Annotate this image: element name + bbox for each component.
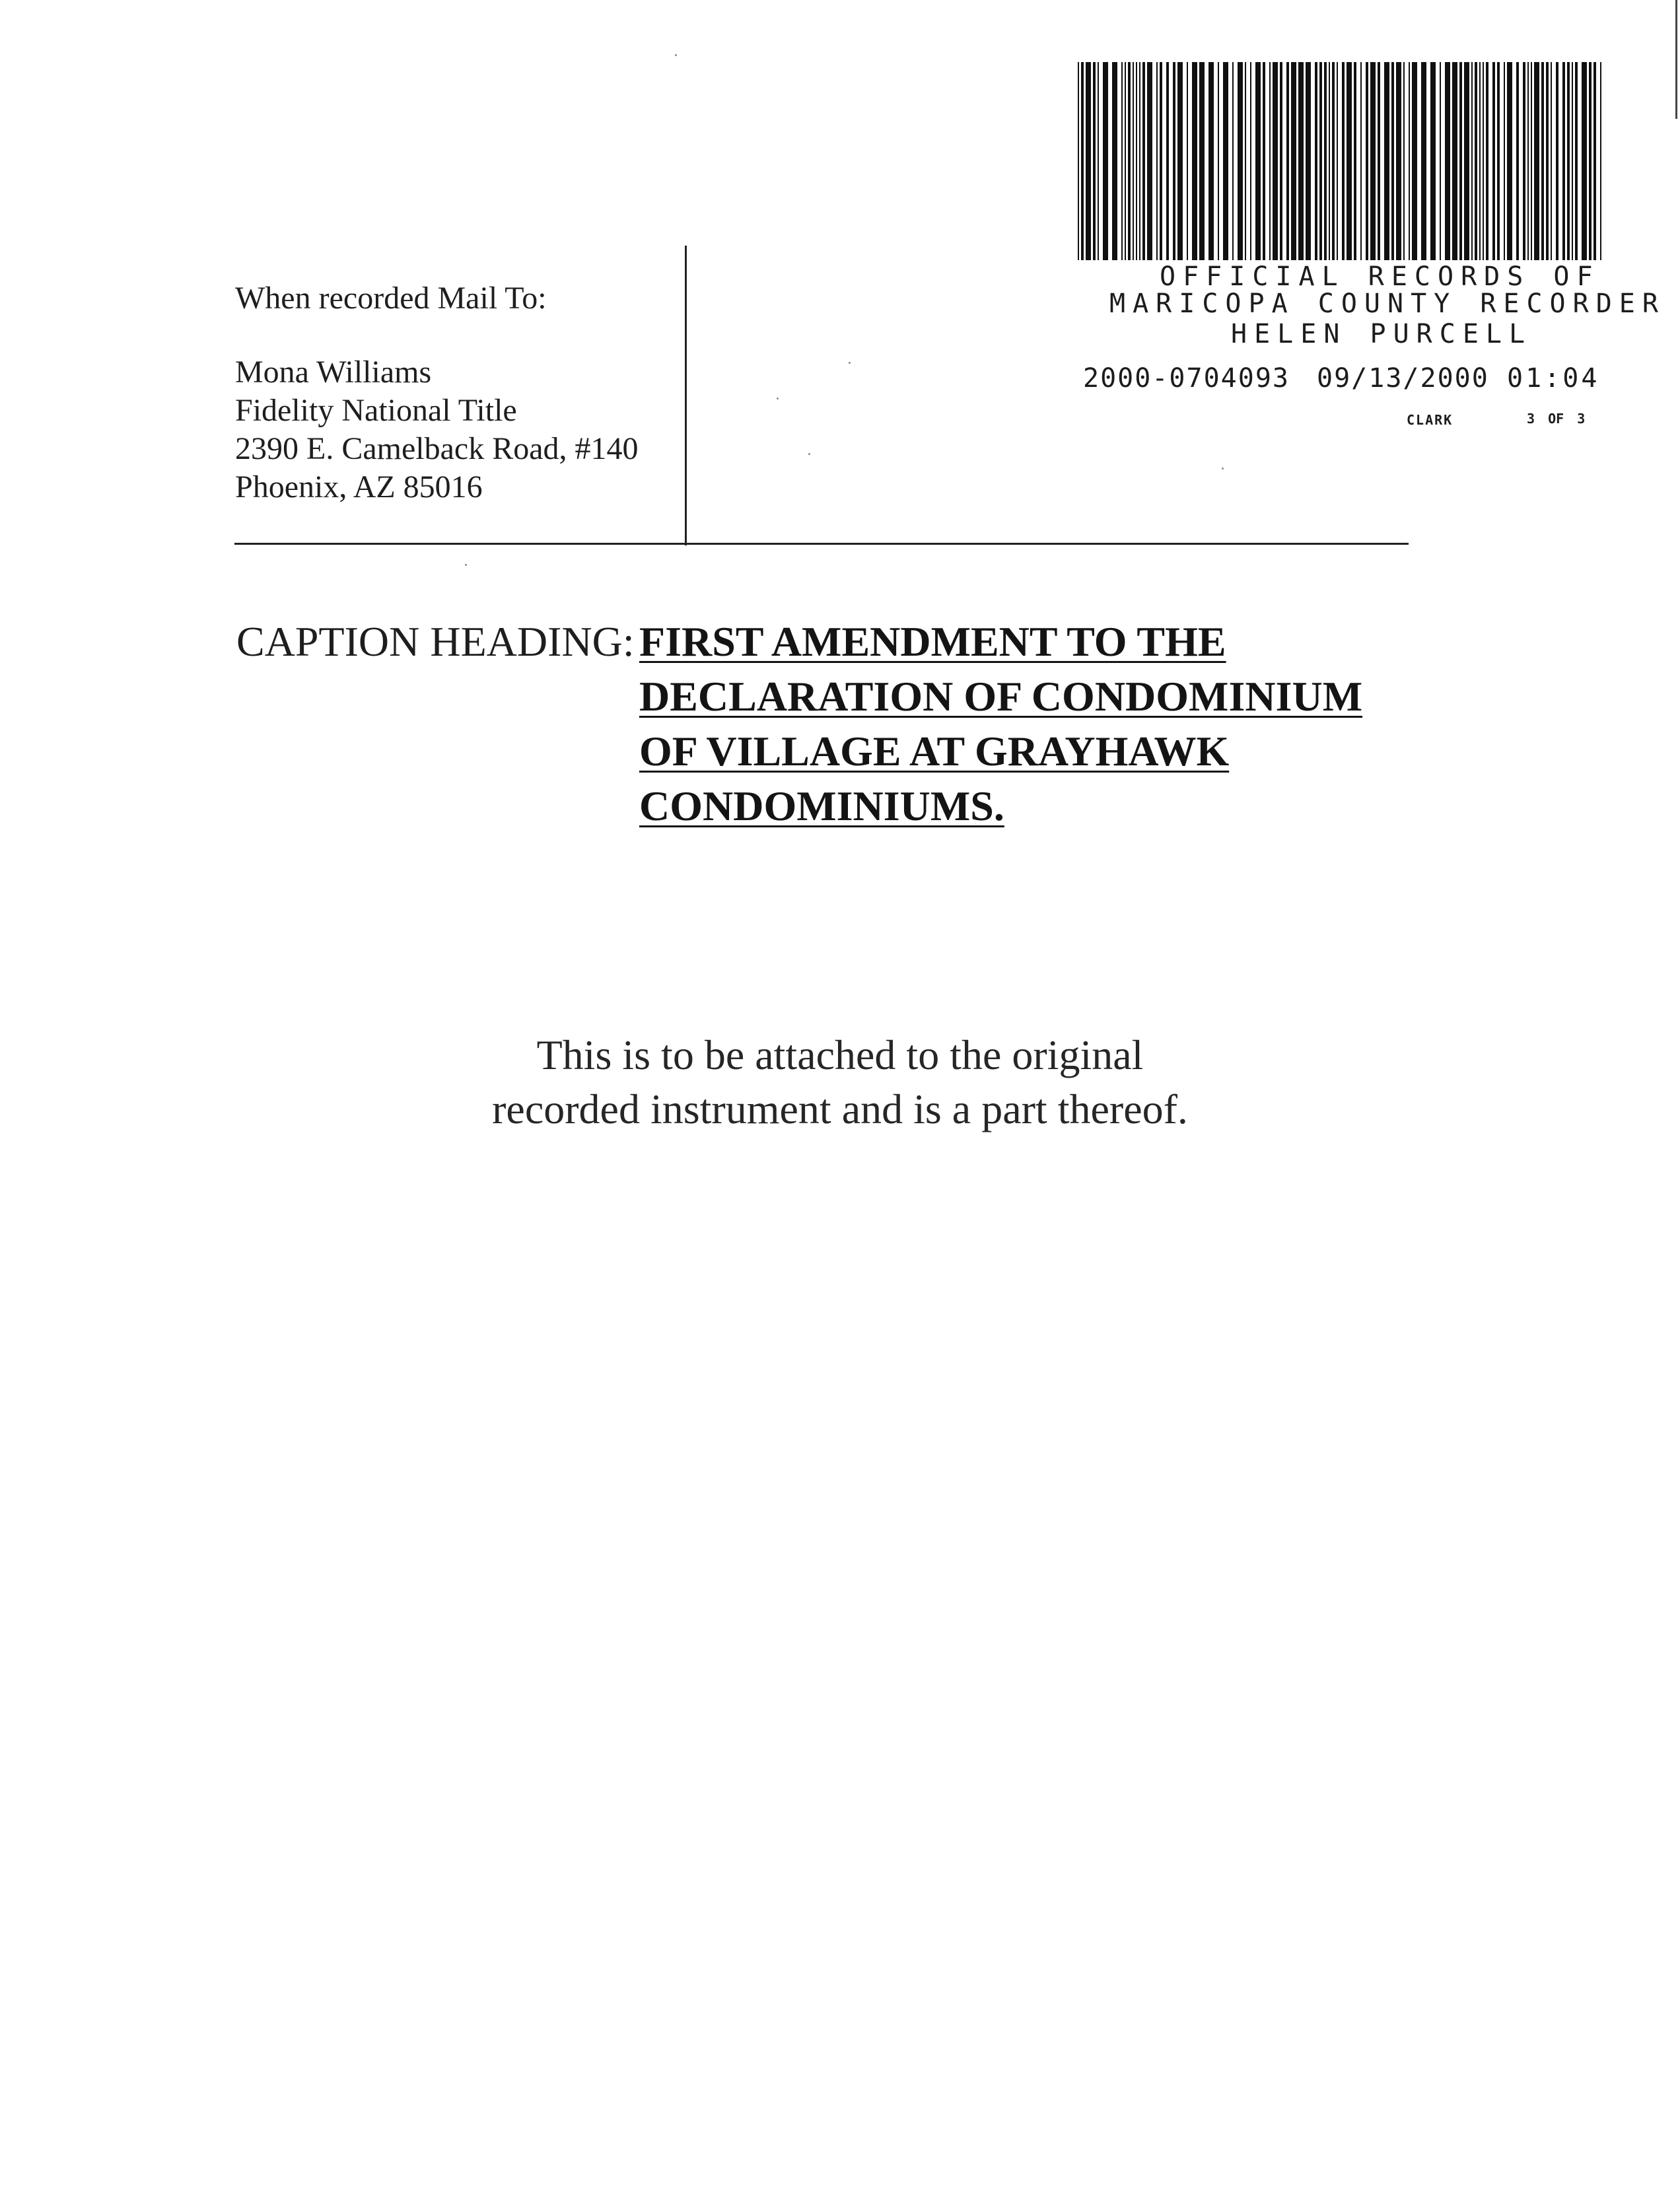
recorder-stamp-line-2: MARICOPA COUNTY RECORDER <box>1109 289 1665 319</box>
scan-speck <box>777 398 779 399</box>
caption-title-line: CONDOMINIUMS. <box>639 782 1004 829</box>
scan-speck <box>1222 468 1224 469</box>
caption-title-line: OF VILLAGE AT GRAYHAWK <box>639 728 1230 775</box>
attachment-statement-line: This is to be attached to the original <box>536 1031 1144 1078</box>
caption-label: CAPTION HEADING: <box>236 618 635 665</box>
recipient-company: Fidelity National Title <box>235 393 517 428</box>
barcode-image <box>1078 62 1603 260</box>
recipient-street: 2390 E. Camelback Road, #140 <box>235 431 639 466</box>
scan-edge-line <box>1675 0 1677 119</box>
recording-time: 01:04 <box>1507 363 1600 394</box>
scan-speck <box>675 54 677 56</box>
attachment-statement-line: recorded instrument and is a part thereof. <box>492 1086 1188 1132</box>
scan-speck <box>465 564 467 566</box>
mail-to-heading: When recorded Mail To: <box>235 281 547 316</box>
recipient-city: Phoenix, AZ 85016 <box>235 469 483 504</box>
caption-title-line: DECLARATION OF CONDOMINIUM <box>639 673 1363 720</box>
page-count: 3 OF 3 <box>1527 411 1586 427</box>
vertical-divider <box>685 246 687 545</box>
document-number: 2000-0704093 <box>1083 363 1290 394</box>
recorder-stamp-line-1: OFFICIAL RECORDS OF <box>1160 261 1600 292</box>
recipient-name: Mona Williams <box>235 355 432 390</box>
header-divider <box>234 543 1409 545</box>
clerk-label: CLARK <box>1407 412 1453 428</box>
caption-title-line: FIRST AMENDMENT TO THE <box>639 618 1226 665</box>
recording-date: 09/13/2000 <box>1317 363 1489 394</box>
scan-speck <box>808 453 810 455</box>
recorder-stamp-line-3: HELEN PURCELL <box>1231 319 1533 349</box>
scan-speck <box>849 362 851 364</box>
